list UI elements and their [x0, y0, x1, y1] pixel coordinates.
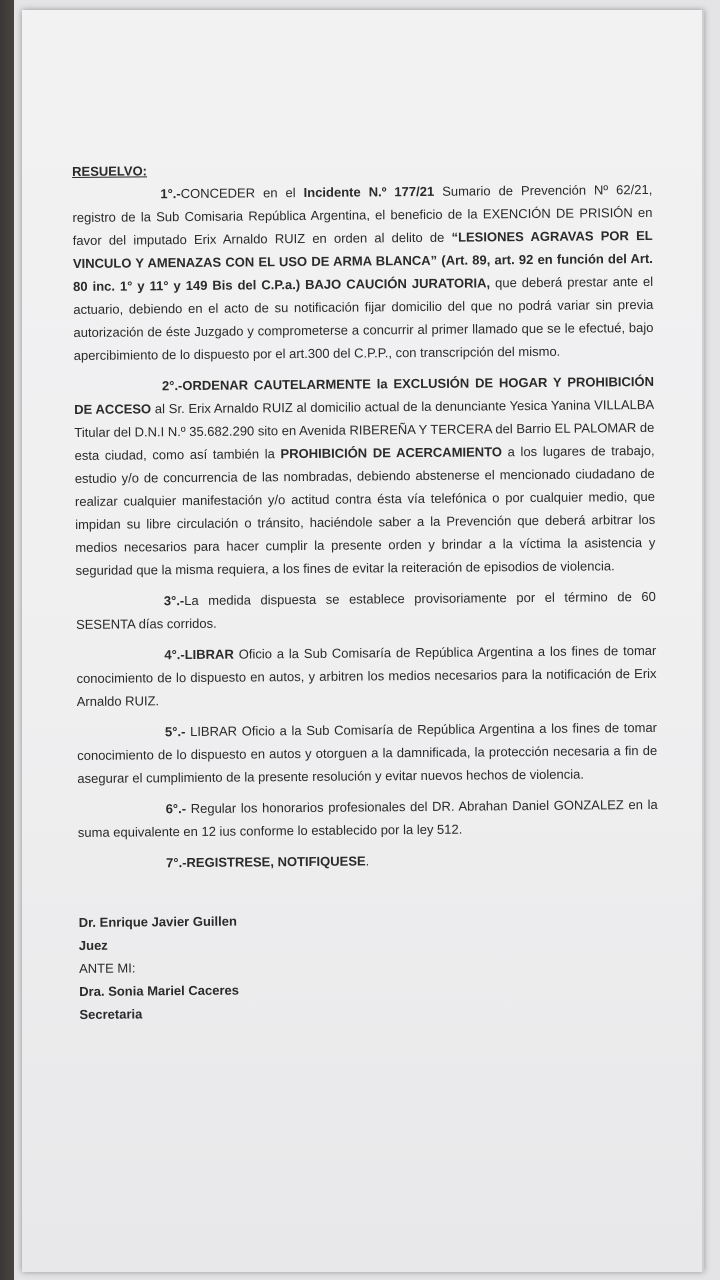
p1-number: 1°.- [160, 186, 181, 202]
resolution-heading: RESUELVO: [72, 163, 148, 179]
paragraph-4 [76, 639, 657, 713]
paragraph-5 [77, 716, 658, 790]
paragraph-7 [78, 847, 658, 875]
p1-incident: Incidente N.º 177/21 [303, 183, 435, 200]
resolution-text [72, 155, 660, 1026]
p6-text: Regular los honorarios profesionales del DR. Abrahan Daniel GONZALEZ en la suma equivalente en 12 ius conforme lo establecido por la ley 512. [77, 796, 658, 840]
signature-block [79, 906, 660, 1026]
p4-number: 4°.- [164, 647, 185, 663]
p5-number: 5°.- [164, 724, 186, 740]
paragraph-3 [76, 585, 656, 636]
secretary-name: Dra. Sonia Mariel Caceres [79, 982, 240, 999]
p2-number: 2°.- [161, 378, 183, 394]
p1-text-2: Sumario de Prevención Nº 62/21, registro de la Sub Comisaria República Argentina, el beneficio de la EXENCIÓN DE PRISIÓN en favor del imputado Erix Arnaldo RUIZ en orden al delito de [72, 181, 653, 248]
judge-name: Dr. Enrique Javier Guillen [78, 913, 237, 930]
p2-text-2: a los lugares de trabajo, estudio y/o de concurrencia de las nombradas, debiendo abstenerse el mencionado ciudadano de realizar cualquier manifestación y/o actitud contra ésta vía telefónica o por cualquier medio, que impidan su libre circulación o tránsito, haciéndole saber a la Prevención que deberá arbitrar los medios necesarios para hacer cumplir la presente orden y brindar a la víctima la asistencia y seguridad que la misma requiera, a los fines de evitar la reiteración de episodios de violencia. [74, 442, 656, 578]
p2-prohibition: PROHIBICIÓN DE ACERCAMIENTO [280, 444, 503, 462]
p4-text: Oficio a la Sub Comisaría de República Argentina a los fines de tomar conocimiento de lo dispuesto en autos, y arbitren los medios necesarios para la notificación de Erix Arnaldo RUIZ. [76, 642, 657, 709]
ante-mi: ANTE MI: [78, 960, 136, 976]
paragraph-1 [72, 178, 654, 367]
p7-number: 7°.- [166, 855, 187, 871]
p4-librar: LIBRAR [184, 646, 234, 663]
p1-charge: “LESIONES AGRAVAS POR EL VINCULO Y AMENAZAS CON EL USO DE ARMA BLANCA” (Art. 89, art. 92 en función del Art. 80 inc. 1° y 11° y 149 Bis del C.P.a.) BAJO CAUCIÓN JURATORIA, [72, 227, 653, 294]
document-page [22, 10, 704, 1272]
p1-text-3: que deberá prestar ante el actuario, debiendo en el acto de su notificación fijar domicilio del que no podrá variar sin previa autorización de éste Juzgado y comprometerse a concurrir al primer llamado que se le efectué, bajo apercibimiento de lo dispuesto por el art.300 del C.P.P., con transcripción del mismo. [73, 273, 654, 363]
p7-period: . [365, 853, 370, 869]
p5-text: LIBRAR Oficio a la Sub Comisaría de República Argentina a los fines de tomar conocimiento de lo dispuesto en autos y otorguen a la damnificada, la protección necesaria a fin de asegurar el cumplimiento de la presente resolución y evitar nuevos hechos de violencia. [77, 719, 658, 786]
p7-register: REGISTRESE, NOTIFIQUESE [186, 853, 366, 871]
p3-text: La medida dispuesta se establece provisoriamente por el término de 60 SESENTA días corridos. [75, 588, 656, 632]
paragraph-6 [78, 793, 658, 844]
p2-text-1: al Sr. Erix Arnaldo RUIZ al domicilio actual de la denunciante Yesica Yanina VILLALBA Titular del D.N.I N.º 35.682.290 sito en Avenida RIBEREÑA Y TERCERA del Barrio EL PALOMAR de esta ciudad, como así también la [74, 396, 655, 463]
judge-title: Juez [78, 937, 108, 953]
p3-number: 3°.- [163, 593, 185, 609]
p1-text-1: CONCEDER en el [180, 184, 304, 202]
paragraph-2 [74, 370, 656, 582]
secretary-title: Secretaria [79, 1006, 143, 1022]
p2-order: ORDENAR CAUTELARMENTE la EXCLUSIÓN DE HOGAR Y PROHIBICIÓN DE ACCESO [74, 373, 655, 417]
p6-number: 6°.- [165, 801, 187, 817]
